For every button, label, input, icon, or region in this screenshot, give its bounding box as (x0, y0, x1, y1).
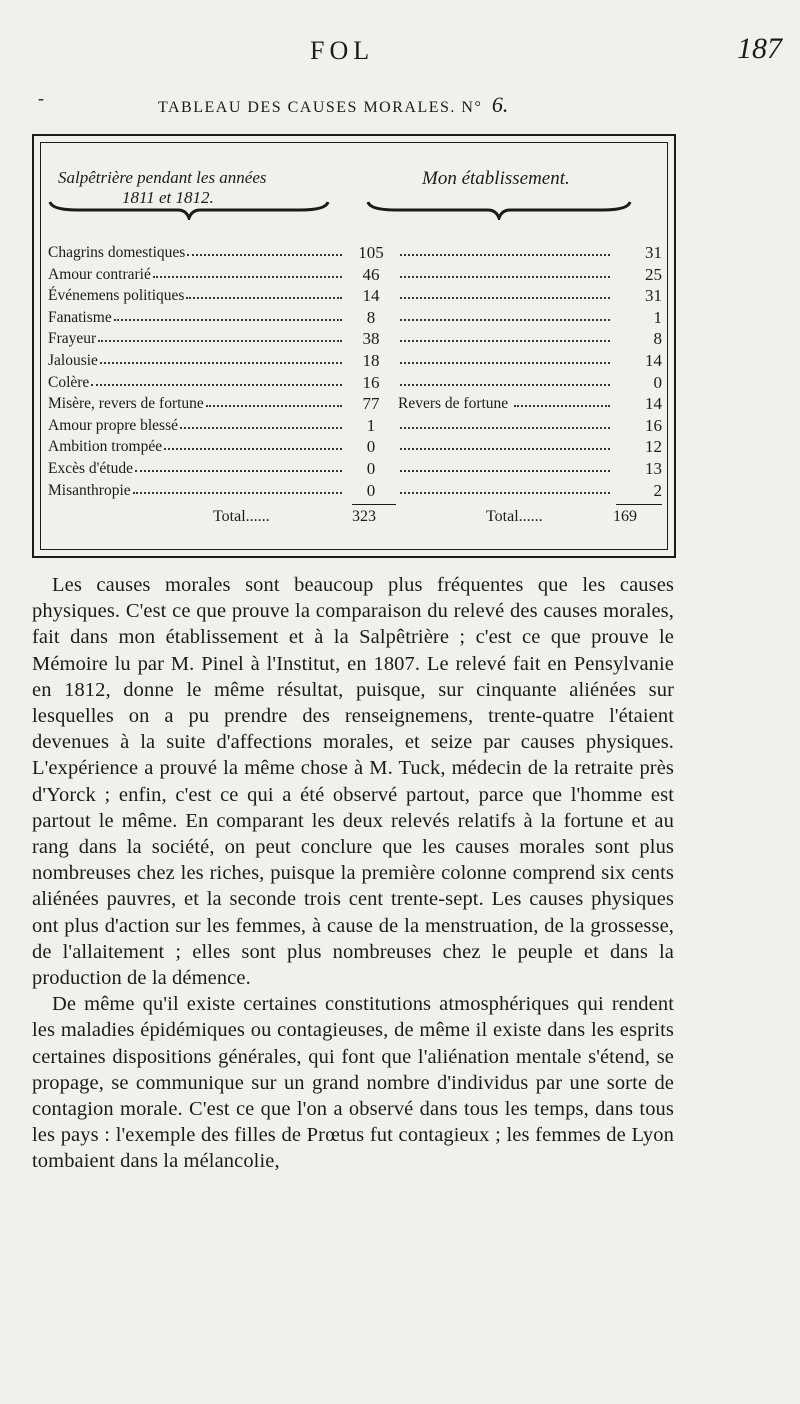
table-row (48, 480, 662, 502)
cause-label: Excès d'étude (48, 459, 133, 477)
establishment-count: 16 (645, 415, 662, 435)
dot-leader (133, 492, 342, 494)
dot-leader (514, 405, 610, 407)
left-brace (48, 198, 330, 220)
right-brace (366, 198, 632, 220)
salpetriere-count: 105 (358, 243, 384, 262)
table-row (48, 350, 662, 372)
total-left-rule (352, 504, 396, 505)
cause-label: Misanthropie (48, 481, 131, 499)
cause-label: Jalousie (48, 351, 98, 369)
total-right-rule (616, 504, 662, 505)
cause-label: Fanatisme (48, 308, 112, 326)
dot-leader (400, 448, 610, 450)
table-title (158, 92, 508, 118)
cause-label: Amour contrarié (48, 265, 151, 283)
cause-label: Amour propre blessé (48, 416, 178, 434)
dot-leader (164, 448, 342, 450)
establishment-count: 25 (645, 264, 662, 284)
causes-table (48, 242, 662, 501)
dot-leader (91, 384, 342, 386)
cause-label: Misère, revers de fortune (48, 395, 204, 413)
salpetriere-count: 38 (362, 329, 380, 349)
establishment-count: 13 (645, 458, 662, 478)
paragraph-2: De même qu'il existe certaines constitutions atmosphériques qui rendent les maladies épidémiques ou contagieuses, de même il existe dans les esprits certaines dispositions générales, qui font que l'aliénation mentale s'étend, se propage, se communique sur un grand nombre d'individus par une sorte de contagion morale. C'est ce que l'on a observé dans tous les temps, dans tous les pays : l'exemple des filles de Prœtus fut contagieux ; les femmes de Lyon tombaient dans la mélancolie, (32, 993, 674, 1173)
dot-leader (135, 470, 342, 472)
salpetriere-count: 0 (366, 458, 376, 478)
salpetriere-count: 0 (366, 480, 376, 500)
table-row (48, 307, 662, 329)
page-number: 187 (737, 32, 782, 65)
dot-leader (186, 297, 342, 299)
dot-leader (153, 276, 342, 278)
paragraph-1: Les causes morales sont beaucoup plus fréquentes que les causes physiques. C'est ce que prouve la comparaison du relevé des causes morales, fait dans mon établissement et à la Salpêtrière ; c'est ce que prouve le Mémoire lu par M. Pinel à l'Institut, en 1807. Le relevé fait en Pensylvanie en 1812, donne le même résultat, puisque, sur cinquante aliénées sur lesquelles on a pu prendre des renseignemens, trente-quatre l'étaient devenues à la suite d'affections morales, et seize par causes physiques. L'expérience a prouvé la même chose à M. Tuck, médecin de la retraite près d'Yorck ; enfin, c'est ce qui a été observé partout, parce que l'homme est partout le même. En comparant les deux relevés relatifs à la fortune et au rang dans la société, on peut conclure que les causes morales sont plus nombreuses chez les riches, puisque la première colonne comprend six cents aliénées pauvres, et la seconde trois cent trente-sept. Les causes physiques ont plus d'action sur les femmes, à cause de la menstruation, de la grossesse, de l'allaitement ; elles sont plus nombreuses chez le peuple et dans la production de la démence. (32, 574, 674, 990)
table-row (48, 393, 662, 415)
table-row (48, 436, 662, 458)
cause-label: Colère (48, 373, 90, 391)
establishment-count: 14 (645, 350, 662, 370)
table-row (48, 242, 662, 264)
establishment-count: 2 (653, 480, 662, 500)
table-row (48, 415, 662, 437)
dot-leader (400, 362, 610, 364)
establishment-count: 0 (653, 372, 662, 392)
left-heading-line1: Salpêtrière pendant les années (58, 168, 267, 187)
dot-leader (400, 427, 610, 429)
dot-leader (400, 297, 610, 299)
dot-leader (114, 319, 342, 321)
dot-leader (400, 492, 610, 494)
dot-leader (100, 362, 342, 364)
table-row (48, 264, 662, 286)
salpetriere-count: 1 (366, 415, 376, 435)
salpetriere-count: 46 (362, 264, 380, 284)
total-left-label: Total...... (213, 508, 270, 525)
cause-label: Événemens politiques (48, 287, 185, 305)
establishment-count: 14 (645, 394, 662, 414)
salpetriere-count: 18 (362, 350, 380, 370)
dot-leader (400, 470, 610, 472)
table-row (48, 285, 662, 307)
table-title-number: 6. (491, 92, 509, 117)
body-text (32, 572, 674, 1175)
salpetriere-count: 77 (362, 394, 380, 414)
dot-leader (400, 319, 610, 321)
dot-leader (180, 427, 342, 429)
establishment-count: 12 (645, 437, 662, 457)
right-column-heading: Mon établissement. (422, 168, 570, 189)
total-right-value: 169 (613, 508, 637, 525)
right-cause-label: Revers de fortune (398, 395, 509, 413)
salpetriere-count: 0 (366, 437, 376, 457)
dot-leader (98, 340, 342, 342)
running-head-title: FOL (310, 36, 375, 65)
total-left-value: 323 (352, 508, 376, 525)
dot-leader (400, 384, 610, 386)
salpetriere-count: 14 (362, 286, 380, 306)
establishment-count: 31 (645, 243, 662, 262)
dot-leader (400, 254, 610, 256)
dot-leader (400, 340, 610, 342)
salpetriere-count: 8 (366, 307, 376, 327)
establishment-count: 8 (653, 329, 662, 349)
header-mark: - (38, 88, 44, 108)
table-row (48, 458, 662, 480)
table-title-text: TABLEAU DES CAUSES MORALES. N° (158, 99, 483, 116)
table-row (48, 328, 662, 350)
cause-label: Ambition trompée (48, 438, 163, 456)
total-right-label: Total...... (486, 508, 543, 525)
left-heading-line2: 1811 et 1812. (122, 188, 214, 207)
salpetriere-count: 16 (362, 372, 380, 392)
establishment-count: 1 (653, 307, 662, 327)
cause-label: Frayeur (48, 330, 97, 348)
dot-leader (206, 405, 342, 407)
cause-label: Chagrins domestiques (48, 244, 186, 261)
dot-leader (400, 276, 610, 278)
establishment-count: 31 (645, 286, 662, 306)
dot-leader (187, 254, 342, 256)
totals-row (48, 508, 662, 532)
table-row (48, 372, 662, 394)
